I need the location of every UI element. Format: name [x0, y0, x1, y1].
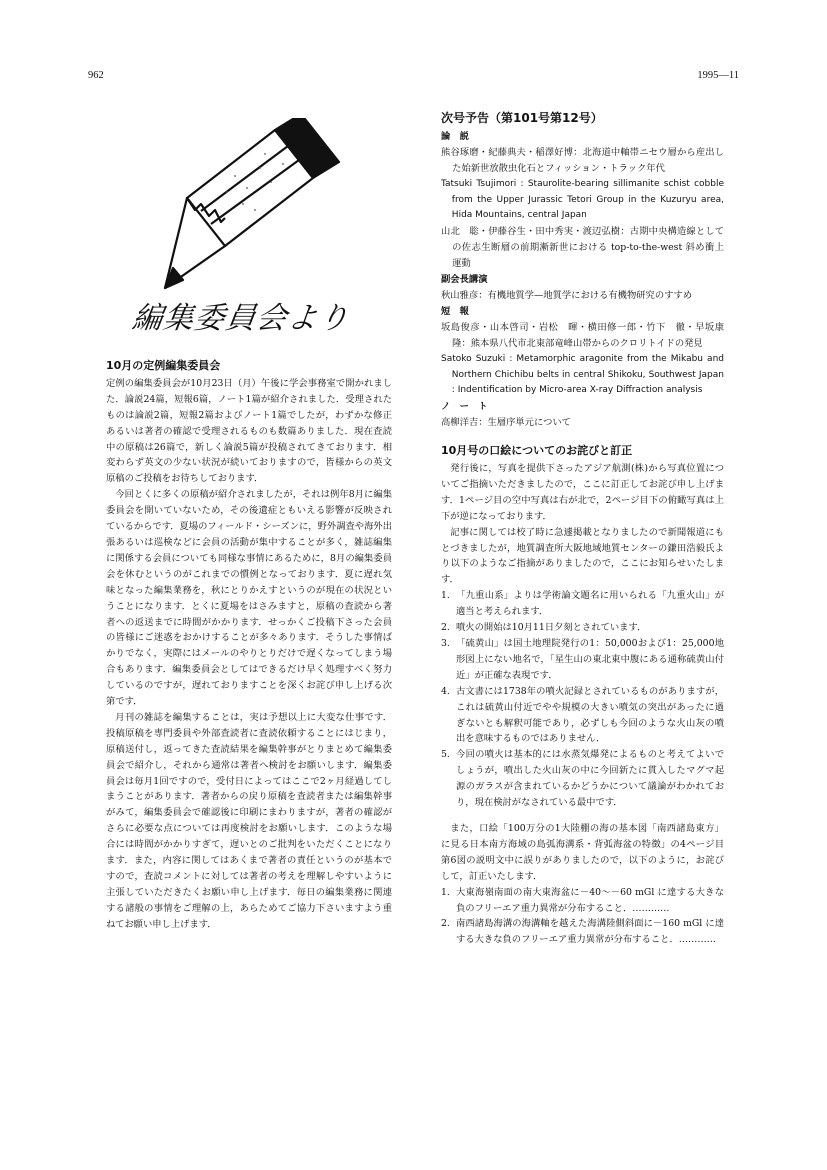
note-label: ノ ー ト	[441, 401, 488, 413]
gravity-item-2: 2. 南西諸島海溝の海溝軸を越えた海溝陸側斜面に－160 mGl に達する大きな負のフリーエア重力異常が分布すること．…………	[441, 918, 724, 946]
ronsetsu-item-2: Tatsuki Tsujimori : Staurolite-bearing sillimanite schist cobble from the Upper Jurassic Tetori Group in the Kuzuryu area, Hida Mountains, central Japan	[441, 178, 724, 221]
gravity-item-1: 1. 大東海嶺南面の南大東海盆に－40～－60 mGl に達する大きな負のフリーエア重力異常が分布すること．…………	[441, 886, 724, 914]
fukukaicho-item: 秋山雅彦：有機地質学—地質学における有機物研究のすすめ	[441, 289, 693, 301]
meeting-heading: 10月の定例編集委員会	[106, 359, 221, 372]
meeting-paragraph-2: 今回とくに多くの原稿が紹介されましたが，それは例年8月に編集委員会を開いていないため，その後遺症ともいえる影響が反映されているからです．夏場のフィールド・シーズンに，野外調査や海外出張あるいは巡検などに会員の活動が集中することが多く，雑誌編集に関係する会員についても同様な事情にあるために，8月の編集委員会を休むというのがこれまでの慣例となっております．夏に遅れ気味となった編集業務を，秋にとりかえすというのが現在の状況ということになります．とくに夏場をはさみますと，原稿の査読から著者への返送までに時間がかかります．せっかくご投稿下さった会員の皆様にご迷惑をおかけすることが多々あります．そうした事情ばかりでなく，実際にはメールのやりとりだけで遅くなってしまう場合もあります．編集委員会としてはできるだけ早く処理すべく努力しているのですが，遅れておりますことを深くお詫び申し上げる次第です．	[106, 489, 392, 708]
correction-heading: 10月号の口絵についてのお詫びと訂正	[441, 444, 633, 458]
meeting-paragraph-3: 月刊の雑誌を編集することは，実は予想以上に大変な仕事です．投稿原稿を専門委員や外部査読者に査読依頼することにはじまり，原稿送付し，返ってきた査読結果を編集幹事がとりまとめて編集委員会で紹介し，それから通常は著者へ検討をお願いします．編集委員会は毎月1回ですので，受付日によってはここで2ヶ月経過してしまうことがあります．著者からの戻り原稿を査読者または編集幹事がみて，編集委員会で確認後に印刷にまわりますが，著者の確認がさらに必要な点については再度検討をお願いします．このような場合には時間がかかりすぎて，遅いとのご批判をいただくことになります．また，内容に関してはあくまで著者の責任というのが基本ですので，査読コメントに対しては著者の考えを理解しやすいように主張していただきたくお願い申し上げます．毎日の編集業務に関連する諸般の事情をご理解の上，あらためてご協力下さいますよう重ねてお願い申し上げます．	[106, 711, 392, 930]
correction-item-4: 4. 古文書には1738年の噴火記録とされているものがありますが，これは硫黄山付近でやや規模の大きい噴気の突出があったに過ぎないとも解釈可能であり，必ずしも今回のような火山灰の噴出を意味するものではありません．	[441, 685, 724, 745]
page-number: 962	[88, 70, 104, 81]
note-item: 高柳洋吉：生層序単元について	[441, 417, 571, 429]
fukukaicho-label: 副会長講演	[441, 274, 488, 286]
right-column	[441, 111, 724, 948]
ronsetsu-label: 論 説	[441, 130, 469, 142]
correction-item-2: 2. 噴火の開始は10月11日夕刻とされています．	[441, 622, 647, 634]
next-issue-heading: 次号予告（第101号第12号）	[441, 111, 603, 125]
correction-item-5: 5. 今回の噴火は基本的には水蒸気爆発によるものと考えてよいでしょうが，噴出した火山灰の中に今回新たに貫入したマグマ起源のガラスが含まれているかどうかについて議論がわかれており，現在検討がなされている最中です．	[441, 749, 724, 809]
meeting-paragraph-1: 定例の編集委員会が10月23日（月）午後に学会事務室で開かれました．論説24篇，短報6篇，ノート1篇が紹介されました．受理されたものは論説2篇，短報2篇およびノート1篇でしたが，わずかな修正あるいは著者の確認で受理されるものも数篇ありました．現在査読中の原稿は26篇で，新しく論説5篇が投稿されてきております．相変わらず英文の少ない状況が続いておりますので，皆様からの英文原稿のご投稿をお待ちしております．	[106, 377, 392, 485]
issue-label: 1995—11	[697, 70, 739, 81]
correction-paragraph-2: 記事に関しては校了時に急遽掲載となりましたので新聞報道にもとづきましたが，地質調査所大阪地域地質センターの鎌田浩毅氏より以下のようなご指摘がありましたので，ここにお知らせいたします．	[441, 526, 724, 586]
correction-paragraph-3: また，口絵「100万分の1大陸棚の海の基本図「南西諸島東方」に見る日本南方海域の島弧海溝系・背弧海盆の特徴」の4ページ目第6図の説明文中に誤りがありましたので，以下のように，お詫びして，訂正いたします．	[441, 822, 724, 882]
correction-paragraph-1: 発行後に，写真を提供下さったアジア航測(株)から写真位置についてご指摘いただきましたので，ここに訂正してお詫び申し上げます．1ページ目の空中写真は右が北で，2ページ目下の俯瞰写真は上下が逆になっております．	[441, 463, 724, 522]
ronsetsu-item-1: 熊谷琢磨・紀藤典夫・稲澤好博：北海道中軸帯ニセウ層から産出した始新世放散虫化石とフィッション・トラック年代	[441, 146, 724, 174]
ronsetsu-item-3: 山北 聡・伊藤谷生・田中秀実・渡辺弘樹：古期中央構造線としての佐志生断層の前期漸新世における top-to-the-west 斜め衝上運動	[441, 226, 724, 270]
tanpo-label: 短 報	[441, 305, 469, 317]
correction-item-3: 3. 「硫黄山」は国土地理院発行の1：50,000および1：25,000地形図上にない地名で，「星生山の東北東中腹にある通称硫黄山付近」が正確な表現です．	[441, 638, 724, 681]
tanpo-item-2: Satoko Suzuki : Metamorphic aragonite from the Mikabu and Northern Chichibu belts in central Shikoku, Southwest Japan : Indentification by Micro-area X-ray Diffraction analysis	[441, 353, 724, 396]
tanpo-item-1: 坂島俊彦・山本啓司・岩松 暉・横田修一郎・竹下 徹・早坂康隆：熊本県八代市北東部竜峰山帯からのクロリトイドの発見	[441, 321, 724, 349]
logo-title: 編集委員会より	[130, 301, 352, 336]
correction-item-1: 1. 「九重山系」よりは学術論文題名に用いられる「九重火山」が適当と考えられます．	[441, 590, 724, 618]
left-column	[106, 358, 392, 933]
